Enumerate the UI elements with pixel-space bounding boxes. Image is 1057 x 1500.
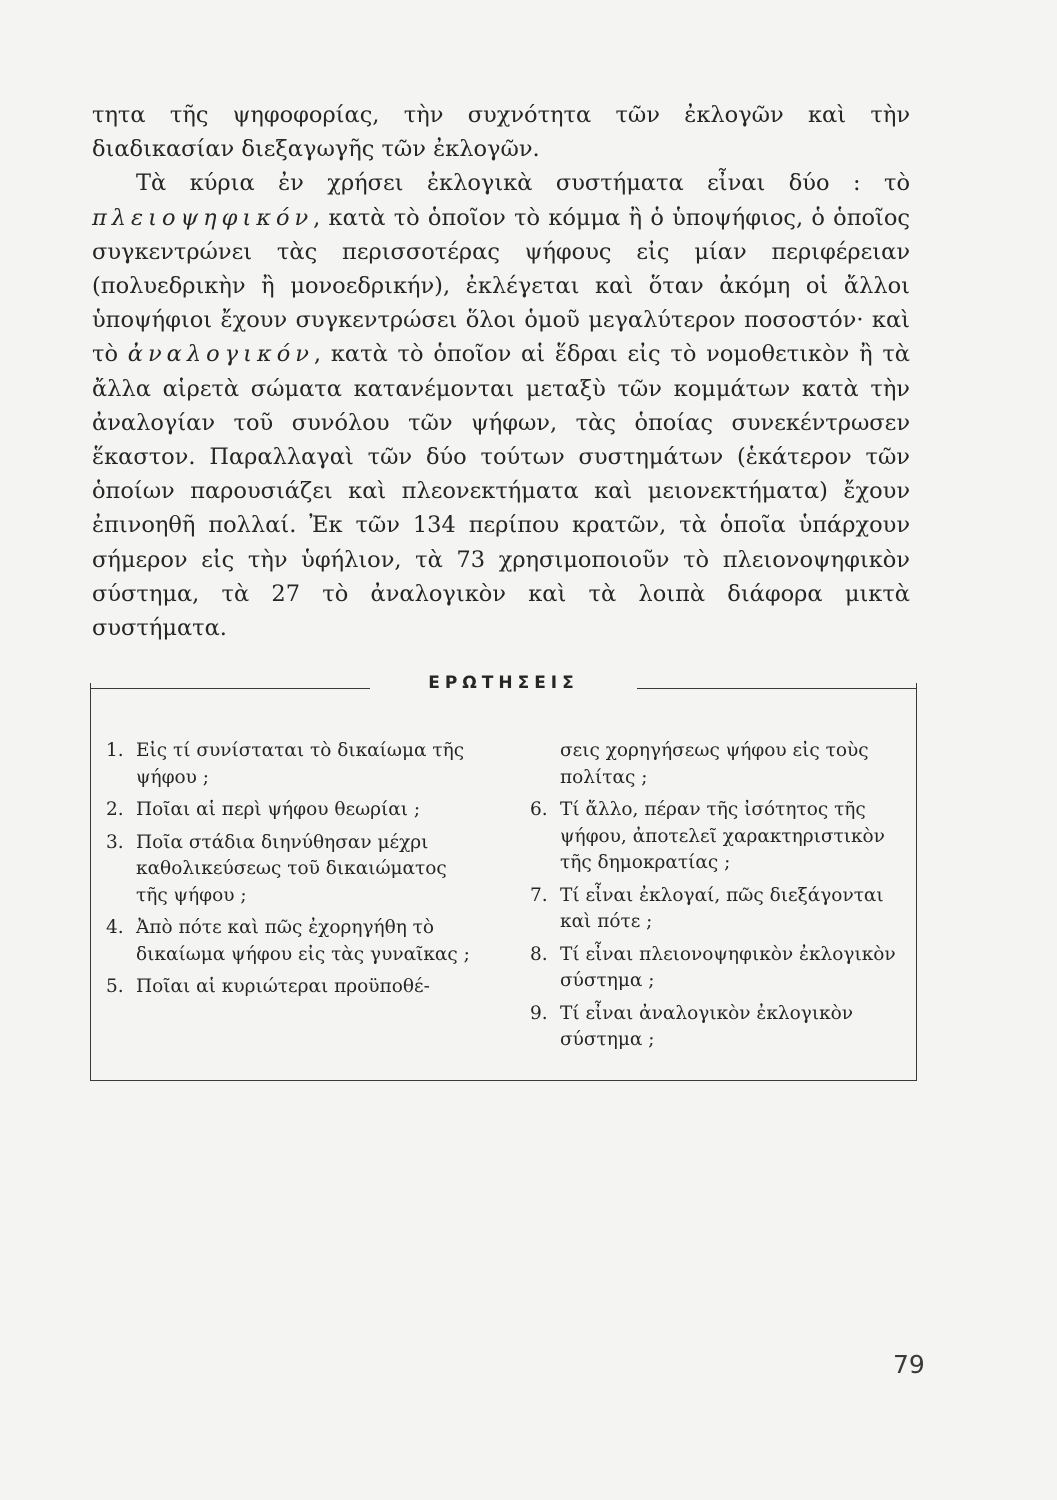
question-item: 6. Τί ἄλλο, πέραν τῆς ἰσότητος τῆς ψήφου, ἀποτελεῖ χαρακτηριστικὸν τῆς δημοκρατίας ; xyxy=(530,799,885,873)
question-item: 1. Εἰς τί συνίσταται τὸ δικαίωμα τῆς ψήφου ; xyxy=(106,740,465,788)
question-item: 3. Ποῖα στάδια διηνύθησαν μέχρι καθολικεύσεως τοῦ δικαιώματος τῆς ψήφου ; xyxy=(106,831,447,906)
paragraph-2: Τὰ κύρια ἐν χρήσει ἐκλογικὰ συστήματα εἶναι δύο : τὸ πλειοψηφικόν, κατὰ τὸ ὁποῖον τὸ κόμμα ἢ ὁ ὑποψήφιος, ὁ ὁποῖος συγκεντρώνει τὰς περισσοτέρας ψήφους εἰς μίαν περιφέρειαν (πολυεδρικὴν ἢ μονοεδρικήν), ἐκλέγεται καὶ ὅταν ἀκόμη οἱ ἄλλοι ὑποψήφιοι ἔχουν συγκεντρώσει ὅλοι ὁμοῦ μεγαλύτερον ποσοστόν· καὶ τὸ ἀναλογικόν, κατὰ τὸ ὁποῖον αἱ ἕδραι εἰς τὸ νομοθετικὸν ἢ τὰ ἄλλα αἱρετὰ σώματα κατανέμονται μεταξὺ τῶν κομμάτων κατὰ τὴν ἀναλογίαν τοῦ συνόλου τῶν ψήφων, τὰς ὁποίας συνεκέντρωσεν ἕκαστον. Παραλλαγαὶ τῶν δύο τούτων συστημάτων (ἑκάτερον τῶν ὁποίων παρουσιάζει καὶ πλεονεκτήματα καὶ μειονεκτήματα) ἔχουν ἐπινοηθῆ πολλαί. Ἐκ τῶν 134 περίπου κρατῶν, τὰ ὁποῖα ὑπάρχουν σήμερον εἰς τὴν ὑφήλιον, τὰ 73 χρησιμοποιοῦν τὸ πλειονοψηφικὸν σύστημα, τὰ 27 τὸ ἀναλογικὸν καὶ τὰ λοιπὰ διάφορα μικτὰ συστήματα. xyxy=(92,170,911,642)
term-majority: πλειοψηφικόν xyxy=(92,204,314,231)
question-continuation: σεις χορηγήσεως ψήφου εἰς τοὺς πολίτας ; xyxy=(560,740,869,788)
question-item: 7. Τί εἶναι ἐκλογαί, πῶς διεξάγονται καὶ πότε ; xyxy=(530,884,884,932)
term-proportional: ἀναλογικόν xyxy=(127,341,314,368)
question-item: 5. Ποῖαι αἱ κυριώτεραι προϋποθέ- xyxy=(106,976,430,997)
question-item: 8. Τί εἶναι πλειονοψηφικὸν ἐκλογικὸν σύστημα ; xyxy=(530,943,896,991)
questions-title: ΕΡΩΤΗΣΕΙΣ xyxy=(428,673,579,693)
question-item: 4. Ἀπὸ πότε καὶ πῶς ἐχορηγήθη τὸ δικαίωμα ψήφου εἰς τὰς γυναῖκας ; xyxy=(106,917,470,965)
questions-left-column xyxy=(106,738,484,1007)
paragraph-1: τητα τῆς ψηφοφορίας, τὴν συχνότητα τῶν ἐκλογῶν καὶ τὴν διαδικασίαν διεξαγωγῆς τῶν ἐκλογῶν. xyxy=(92,102,910,163)
question-item: 2. Ποῖαι αἱ περὶ ψήφου θεωρίαι ; xyxy=(106,799,421,820)
question-item: 9. Τί εἶναι ἀναλογικὸν ἐκλογικὸν σύστημα ; xyxy=(530,1002,854,1050)
body-text xyxy=(92,98,910,645)
page-number: 79 xyxy=(893,1350,925,1379)
questions-right-column xyxy=(530,738,900,1060)
